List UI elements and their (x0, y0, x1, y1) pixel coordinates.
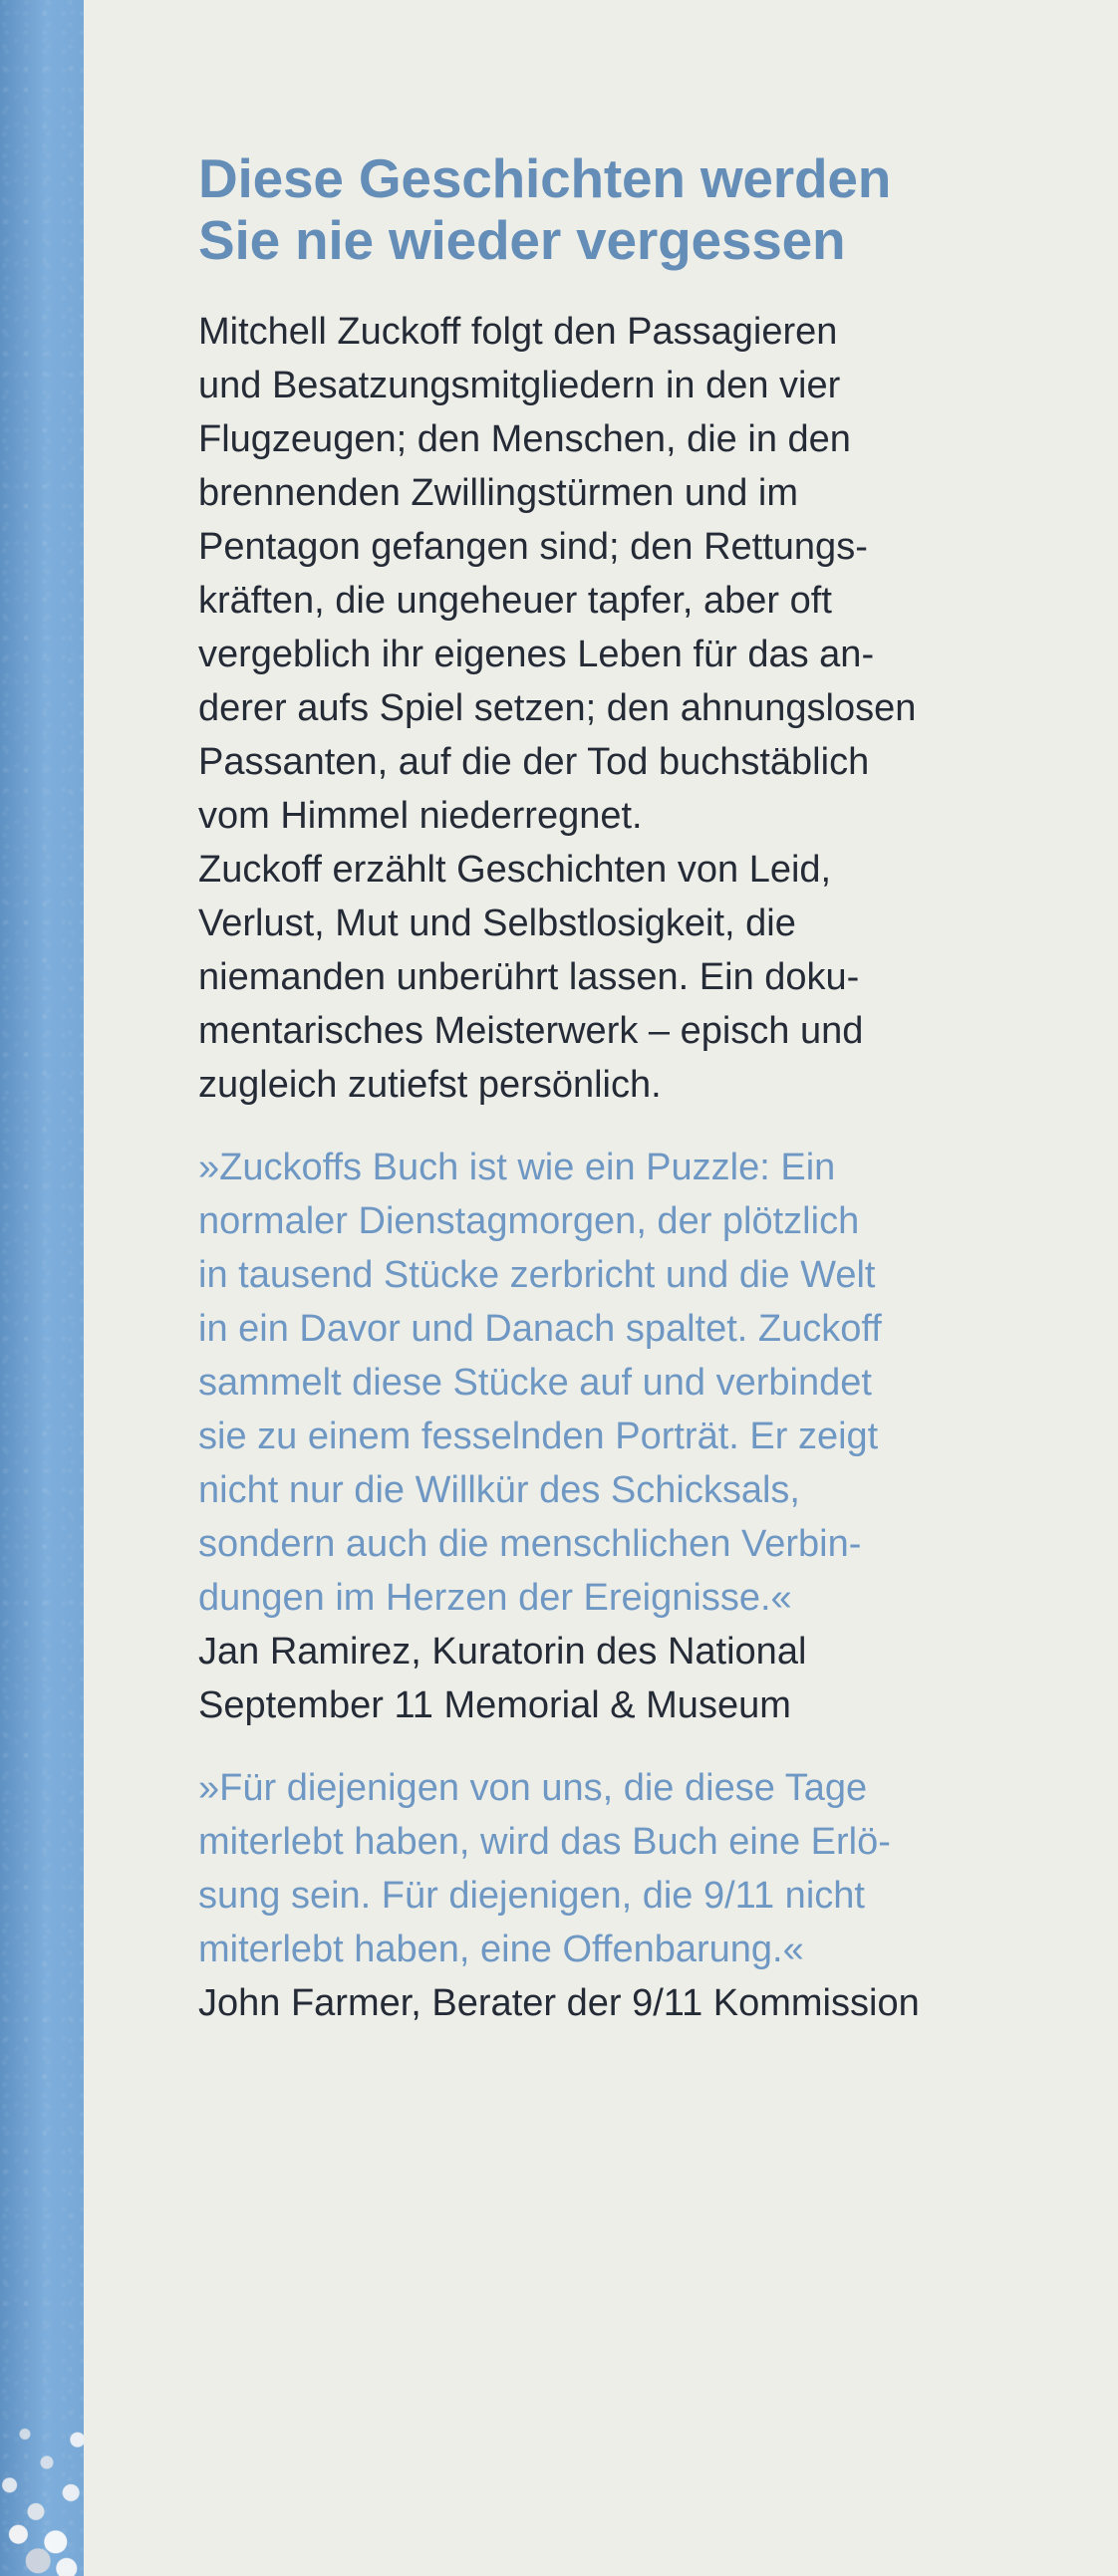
quote-text (198, 1761, 1015, 1976)
quote-line: in tausend Stücke zerbricht und die Welt (198, 1254, 876, 1296)
cover-image-strip (0, 0, 84, 2576)
synopsis-line: Mitchell Zuckoff folgt den Passagieren (198, 311, 838, 353)
headline-line: Sie nie wieder vergessen (198, 209, 846, 271)
quote-attribution (198, 1625, 1015, 1732)
synopsis-line: derer aufs Spiel setzen; den ahnungslosen (198, 687, 917, 729)
review-quote (198, 1761, 1015, 2030)
quote-line: sondern auch die menschlichen Verbin- (198, 1523, 862, 1565)
synopsis-line: niemanden unberührt lassen. Ein doku- (198, 956, 860, 998)
synopsis-line: mentarisches Meisterwerk – episch und (198, 1010, 864, 1052)
quote-attribution (198, 1976, 1015, 2030)
quote-line: sammelt diese Stücke auf und verbindet (198, 1362, 872, 1404)
quote-line: miterlebt haben, eine Offenbarung.« (198, 1929, 804, 1970)
synopsis-line: Flugzeugen; den Menschen, die in den (198, 418, 851, 460)
synopsis-line: kräften, die ungeheuer tapfer, aber oft (198, 580, 832, 622)
synopsis-paragraph (198, 305, 1015, 1112)
headline-line: Diese Geschichten werden (198, 147, 892, 209)
synopsis-line: Zuckoff erzählt Geschichten von Leid, (198, 849, 832, 891)
synopsis-line: brennenden Zwillingstürmen und im (198, 472, 798, 514)
quote-line: sie zu einem fesselnden Porträt. Er zeigt (198, 1416, 879, 1457)
synopsis-line: zugleich zutiefst persönlich. (198, 1064, 662, 1106)
headline (198, 147, 1015, 271)
quote-line: »Zuckoffs Buch ist wie ein Puzzle: Ein (198, 1147, 836, 1188)
quote-line: dungen im Herzen der Ereignisse.« (198, 1577, 792, 1619)
synopsis-line: Pentagon gefangen sind; den Rettungs- (198, 526, 868, 568)
attribution-line: John Farmer, Berater der 9/11 Kommission (198, 1982, 920, 2024)
synopsis-line: vom Himmel niederregnet. (198, 795, 643, 837)
attribution-line: Jan Ramirez, Kuratorin des National (198, 1631, 807, 1673)
review-quote (198, 1141, 1015, 1732)
debris-image-detail (0, 2387, 84, 2576)
quote-line: sung sein. Für diejenigen, die 9/11 nicht (198, 1875, 865, 1917)
synopsis-line: vergeblich ihr eigenes Leben für das an- (198, 634, 875, 675)
quote-text (198, 1141, 1015, 1625)
quote-line: »Für diejenigen von uns, die diese Tage (198, 1767, 868, 1809)
quote-line: in ein Davor und Danach spaltet. Zuckoff (198, 1308, 882, 1350)
quote-line: miterlebt haben, wird das Buch eine Erlö- (198, 1821, 891, 1863)
attribution-line: September 11 Memorial & Museum (198, 1684, 791, 1726)
back-cover-text (198, 147, 1015, 2030)
quote-line: nicht nur die Willkür des Schicksals, (198, 1469, 800, 1511)
quote-line: normaler Dienstagmorgen, der plötzlich (198, 1200, 860, 1242)
synopsis-line: und Besatzungsmitgliedern in den vier (198, 365, 841, 406)
synopsis-line: Passanten, auf die der Tod buchstäblich (198, 741, 870, 783)
synopsis-line: Verlust, Mut und Selbstlosigkeit, die (198, 902, 796, 944)
